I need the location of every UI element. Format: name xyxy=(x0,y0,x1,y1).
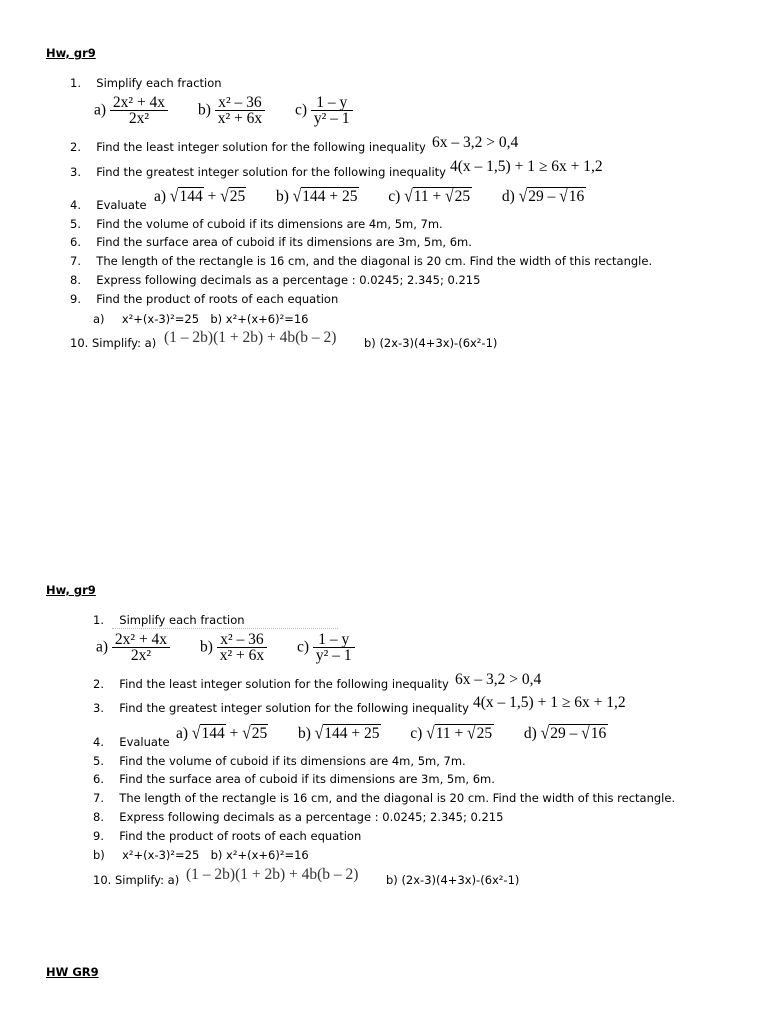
sqrt-expression: √11 + √25 xyxy=(426,723,493,744)
question-number: 6. xyxy=(93,772,104,786)
fraction-denominator: 2x² xyxy=(128,110,150,127)
fraction xyxy=(215,95,265,126)
equation-a: x²+(x-3)²=25 xyxy=(121,312,200,326)
sqrt-argument: 144 + 25 xyxy=(324,725,380,742)
question-text: Express following decimals as a percentage : 0.0245; 2.345; 0.215 xyxy=(96,273,481,287)
question-5 xyxy=(70,217,443,231)
item-label: d) xyxy=(501,188,515,205)
inner-sqrt: √25 xyxy=(445,186,471,207)
question-text: Find the volume of cuboid if its dimensions are 4m, 5m, 7m. xyxy=(96,217,443,231)
simplify-math: (1 – 2b)(1 + 2b) + 4b(b – 2) xyxy=(164,329,337,346)
question-text: Find the surface area of cuboid if its dimensions are 3m, 5m, 6m. xyxy=(119,772,495,786)
question-text: Find the product of roots of each equation xyxy=(96,292,339,306)
sqrt-argument: 25 xyxy=(476,725,493,742)
sqrt-argument: 16 xyxy=(590,725,607,742)
fraction-label: c) xyxy=(297,638,310,656)
question-4 xyxy=(93,735,170,749)
question-number: 1. xyxy=(70,76,81,90)
question-3 xyxy=(93,701,469,715)
sqrt-expression: √29 – √16 xyxy=(540,723,607,744)
question-text: Simplify: a) xyxy=(91,336,157,350)
fractions-row xyxy=(96,632,355,663)
question-text: Evaluate xyxy=(119,735,170,749)
question-6 xyxy=(93,772,495,786)
question-text: The length of the rectangle is 16 cm, and the diagonal is 20 cm. Find the width of this rectangle. xyxy=(96,254,653,268)
question-text: The length of the rectangle is 16 cm, and the diagonal is 20 cm. Find the width of this rectangle. xyxy=(119,791,676,805)
inner-sqrt: √25 xyxy=(467,723,493,744)
question-text: Find the greatest integer solution for the following inequality xyxy=(119,701,469,715)
fraction-label: b) xyxy=(197,101,211,119)
question-9 xyxy=(70,292,338,306)
question-text: Simplify each fraction xyxy=(119,613,245,627)
inequality-math: 4(x – 1,5) + 1 ≥ 6x + 1,2 xyxy=(450,158,603,175)
fraction-numerator: 2x² + 4x xyxy=(112,632,170,648)
fraction xyxy=(110,95,168,126)
item-label: d) xyxy=(523,725,537,742)
question-number: 8. xyxy=(70,273,81,287)
question-7 xyxy=(93,791,675,805)
fraction-label: a) xyxy=(94,101,107,119)
question-text: Find the least integer solution for the following inequality xyxy=(96,140,426,154)
question-text: Find the greatest integer solution for the following inequality xyxy=(96,165,446,179)
fraction-numerator: 2x² + 4x xyxy=(110,95,168,111)
question-text: Find the volume of cuboid if its dimensions are 4m, 5m, 7m. xyxy=(119,754,466,768)
question-1 xyxy=(70,76,222,90)
equation-b: b) x²+(x+6)²=16 xyxy=(210,848,309,862)
question-4 xyxy=(70,198,147,212)
sqrt-expression: √144 + 25 xyxy=(292,186,358,207)
item-label: a) xyxy=(93,312,105,326)
fraction xyxy=(112,632,170,663)
question-number: 4. xyxy=(93,735,104,749)
sqrt-argument: 25 xyxy=(251,725,268,742)
fraction-numerator: x² – 36 xyxy=(215,95,265,111)
sqrt-expression: √144 + 25 xyxy=(314,723,380,744)
question-number: 7. xyxy=(70,254,81,268)
divider-line xyxy=(112,628,338,629)
question-9-equations xyxy=(93,848,309,862)
sqrt-expression: √29 – √16 xyxy=(518,186,585,207)
block-title: Hw, gr9 xyxy=(46,46,96,60)
question-text: Simplify: a) xyxy=(114,873,180,887)
item-label: c) xyxy=(410,725,423,742)
item-label: b) xyxy=(297,725,311,742)
fraction-numerator: x² – 36 xyxy=(217,632,267,648)
question-number: 2. xyxy=(93,677,104,691)
question-3 xyxy=(70,165,446,179)
question-text: Evaluate xyxy=(96,198,147,212)
question-text: Find the product of roots of each equation xyxy=(119,829,362,843)
question-number: 10. xyxy=(70,336,89,350)
fraction-denominator: y² – 1 xyxy=(313,110,350,127)
sqrt-argument: 11 + xyxy=(413,188,446,205)
question-text: Express following decimals as a percentage : 0.0245; 2.345; 0.215 xyxy=(119,810,504,824)
question-10 xyxy=(93,873,179,887)
sqrt-argument: 25 xyxy=(229,188,246,205)
question-2 xyxy=(93,677,449,691)
fraction-denominator: y² – 1 xyxy=(315,647,352,664)
fraction-numerator: 1 – y xyxy=(313,632,355,648)
question-number: 9. xyxy=(93,829,104,843)
sqrt-expression: √144 xyxy=(191,723,225,744)
inner-sqrt: √16 xyxy=(559,186,585,207)
evaluate-expressions: a) √144 + √25 b) √144 + 25 c) √11 + √25 d) √29 – √16 xyxy=(176,723,607,744)
question-1 xyxy=(93,613,245,627)
fraction xyxy=(313,632,355,663)
question-number: 9. xyxy=(70,292,81,306)
item-label: a) xyxy=(176,725,189,742)
question-number: 2. xyxy=(70,140,81,154)
inequality-math: 6x – 3,2 > 0,4 xyxy=(432,134,519,151)
simplify-b: b) (2x-3)(4+3x)-(6x²-1) xyxy=(386,873,520,887)
fraction-numerator: 1 – y xyxy=(311,95,353,111)
question-2 xyxy=(70,140,426,154)
fraction-denominator: x² + 6x xyxy=(219,647,265,664)
question-9 xyxy=(93,829,361,843)
inequality-math: 6x – 3,2 > 0,4 xyxy=(455,671,542,688)
fraction-label: b) xyxy=(199,638,213,656)
fraction-label: c) xyxy=(295,101,308,119)
fraction-denominator: x² + 6x xyxy=(217,110,263,127)
sqrt-argument: 25 xyxy=(454,188,471,205)
fraction xyxy=(311,95,353,126)
question-number: 5. xyxy=(93,754,104,768)
question-text: Find the surface area of cuboid if its dimensions are 3m, 5m, 6m. xyxy=(96,235,472,249)
question-number: 8. xyxy=(93,810,104,824)
equation-a: x²+(x-3)²=25 xyxy=(122,848,200,862)
evaluate-expressions: a) √144 + √25 b) √144 + 25 c) √11 + √25 d) √29 – √16 xyxy=(154,186,585,207)
sqrt-expression: √11 + √25 xyxy=(404,186,471,207)
question-number: 5. xyxy=(70,217,81,231)
inner-sqrt: √16 xyxy=(581,723,607,744)
question-5 xyxy=(93,754,466,768)
question-number: 3. xyxy=(93,701,104,715)
sqrt-argument: 16 xyxy=(568,188,585,205)
item-label: b) xyxy=(275,188,289,205)
fraction-denominator: 2x² xyxy=(130,647,152,664)
fractions-row xyxy=(94,95,353,126)
question-number: 3. xyxy=(70,165,81,179)
simplify-math: (1 – 2b)(1 + 2b) + 4b(b – 2) xyxy=(186,866,359,883)
question-6 xyxy=(70,235,472,249)
equation-b: b) x²+(x+6)²=16 xyxy=(210,312,309,326)
fraction xyxy=(217,632,267,663)
sqrt-argument: 144 + 25 xyxy=(302,188,358,205)
question-number: 6. xyxy=(70,235,81,249)
question-7 xyxy=(70,254,652,268)
simplify-b: b) (2x-3)(4+3x)-(6x²-1) xyxy=(364,336,498,350)
question-10 xyxy=(70,336,156,350)
question-number: 7. xyxy=(93,791,104,805)
sqrt-argument: 144 xyxy=(201,725,225,742)
sqrt-argument: 29 – xyxy=(550,725,582,742)
item-label: c) xyxy=(388,188,401,205)
question-text: Find the least integer solution for the following inequality xyxy=(119,677,449,691)
sqrt-expression: √144 xyxy=(169,186,203,207)
item-label: a) xyxy=(154,188,167,205)
question-number: 10. xyxy=(93,873,112,887)
inequality-math: 4(x – 1,5) + 1 ≥ 6x + 1,2 xyxy=(473,694,626,711)
question-text: Simplify each fraction xyxy=(96,76,222,90)
question-9-equations xyxy=(93,312,308,326)
sqrt-argument: 11 + xyxy=(435,725,468,742)
block-title: Hw, gr9 xyxy=(46,583,96,597)
sqrt-expression: √25 xyxy=(242,723,268,744)
sqrt-expression: √25 xyxy=(220,186,246,207)
sqrt-argument: 144 xyxy=(179,188,203,205)
item-label: b) xyxy=(93,848,105,862)
block-title-3: HW GR9 xyxy=(46,965,99,979)
question-8 xyxy=(70,273,480,287)
question-8 xyxy=(93,810,503,824)
fraction-label: a) xyxy=(96,638,109,656)
question-number: 1. xyxy=(93,613,104,627)
question-number: 4. xyxy=(70,198,81,212)
sqrt-argument: 29 – xyxy=(528,188,560,205)
